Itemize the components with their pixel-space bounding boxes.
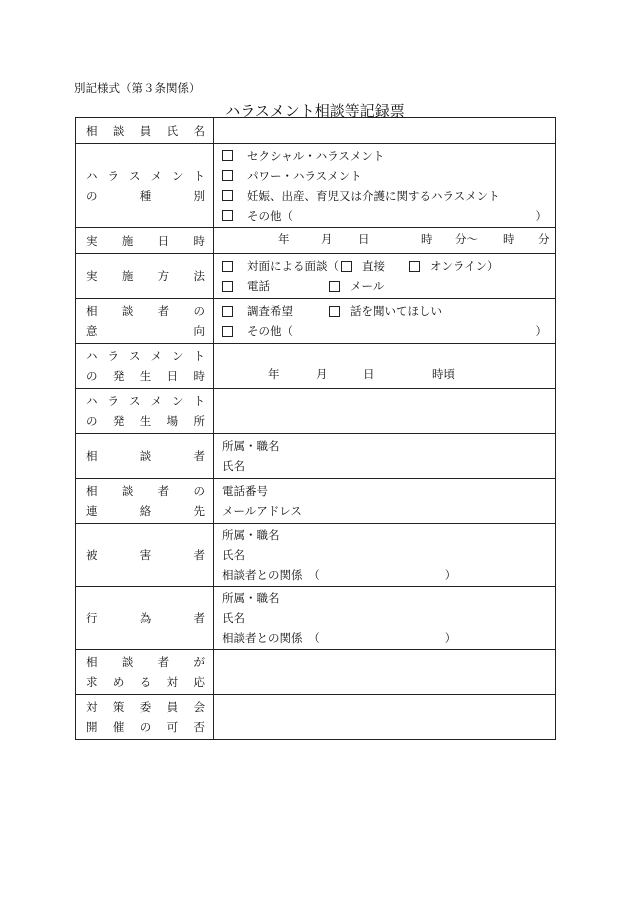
row-consulter (76, 434, 556, 479)
form-caption: 別記様式（第３条関係） (74, 81, 201, 95)
label-char: 為 (139, 611, 152, 625)
label-char: 相 (86, 655, 98, 669)
form-title: ハラスメント相談等記録票 (225, 102, 405, 120)
label-intent (76, 299, 214, 344)
label-line (86, 166, 205, 186)
row-harassment-type (76, 144, 556, 228)
label-char: 方 (157, 269, 170, 283)
label-char: 実 (86, 233, 98, 248)
consulter-name: 氏名 (222, 459, 245, 473)
label-char: 相 (86, 449, 98, 463)
label-line (86, 608, 205, 628)
label-consulter (76, 434, 214, 479)
label-char: 行 (86, 611, 98, 625)
label-char: 連 (86, 504, 98, 518)
label-char: ハ (86, 394, 98, 408)
label-method (76, 254, 214, 299)
row-committee (76, 695, 556, 740)
label-char: 生 (139, 369, 152, 383)
option-listen: 話を聞いてほしい (350, 304, 442, 318)
label-char: ハ (86, 349, 98, 363)
field-method (214, 254, 556, 299)
field-consulter[interactable] (214, 434, 556, 479)
field-intent (214, 299, 556, 344)
label-char: 発 (112, 414, 125, 428)
field-actor[interactable] (214, 587, 556, 650)
label-datetime (76, 228, 214, 254)
label-occur-date (76, 344, 214, 389)
label-line (86, 391, 205, 411)
label-char: ト (193, 349, 205, 363)
label-char: 時 (193, 369, 205, 383)
label-char: 開 (86, 720, 98, 734)
label-line (86, 652, 205, 672)
checkbox-direct[interactable] (341, 261, 352, 272)
label-char: ト (193, 168, 205, 183)
consultation-record-table (75, 117, 556, 740)
label-line (86, 481, 205, 501)
actor-affiliation: 所属・職名 (222, 591, 280, 605)
dt-minute-end: 分 (538, 231, 550, 246)
label-char: メ (150, 394, 162, 408)
label-char: 生 (139, 414, 152, 428)
label-char: ン (172, 349, 184, 363)
row-actor (76, 587, 556, 650)
label-char: 実 (86, 269, 98, 283)
label-line (86, 446, 205, 466)
label-char: 求 (86, 675, 98, 689)
od-time: 時頃 (432, 367, 455, 381)
row-method (76, 254, 556, 299)
option-maternity: 妊娠、出産、育児又は介護に関するハラスメント (247, 188, 500, 203)
label-char: 別 (193, 188, 205, 203)
label-char: ハ (86, 168, 98, 183)
label-line (86, 346, 205, 366)
field-consultant-name[interactable] (214, 118, 556, 144)
option-mail: メール (350, 279, 385, 293)
dt-year: 年 (278, 231, 290, 246)
label-char: 会 (193, 700, 205, 714)
option-survey: 調査希望 (247, 304, 293, 318)
row-occur-date (76, 344, 556, 389)
label-char: 場 (166, 414, 179, 428)
label-char: ス (129, 349, 141, 363)
label-char: の (86, 369, 98, 383)
option-intent-other: その他（ (247, 324, 293, 338)
label-occur-place (76, 389, 214, 434)
label-line (86, 231, 205, 251)
label-char: 可 (166, 720, 179, 734)
label-request (76, 650, 214, 695)
label-line (86, 672, 205, 692)
option-sexual: セクシャル・ハラスメント (247, 148, 385, 163)
checkbox-online[interactable] (409, 261, 420, 272)
field-harassment-type (214, 144, 556, 228)
checkbox-power[interactable] (222, 170, 233, 181)
label-char: メ (150, 168, 162, 183)
label-char: 者 (193, 449, 205, 463)
label-char: 策 (112, 700, 125, 714)
label-char: 者 (193, 611, 205, 625)
row-datetime (76, 228, 556, 254)
type-other-close: ） (535, 208, 547, 223)
label-char: の (193, 304, 205, 318)
field-committee[interactable] (214, 695, 556, 740)
field-occur-place[interactable] (214, 389, 556, 434)
label-line (86, 717, 205, 737)
dt-minute: 分～ (455, 231, 478, 246)
label-char: 対 (86, 700, 98, 714)
label-char: ス (129, 394, 141, 408)
dt-hour: 時 (421, 231, 433, 246)
checkbox-maternity[interactable] (222, 190, 233, 201)
label-char: の (86, 414, 98, 428)
label-char: 日 (157, 233, 170, 248)
field-request[interactable] (214, 650, 556, 695)
actor-relation-close: ） (444, 631, 457, 645)
option-type-other: その他（ (247, 208, 293, 223)
label-line (86, 366, 205, 386)
dt-hour-end: 時 (503, 231, 515, 246)
label-char: の (86, 188, 98, 203)
label-char: 日 (166, 369, 179, 383)
dt-month: 月 (321, 231, 333, 246)
field-datetime[interactable] (214, 228, 556, 254)
checkbox-sexual[interactable] (222, 150, 233, 161)
label-char: 談 (121, 304, 134, 318)
label-victim (76, 524, 214, 587)
actor-name: 氏名 (222, 611, 245, 625)
row-intent (76, 299, 556, 344)
label-char: ト (193, 394, 205, 408)
label-char: ラ (107, 349, 119, 363)
od-day: 日 (363, 367, 375, 381)
intent-other-close: ） (535, 324, 547, 338)
label-char: 絡 (139, 504, 152, 518)
label-char: 施 (121, 233, 134, 248)
label-contact (76, 479, 214, 524)
consulter-affiliation: 所属・職名 (222, 439, 280, 453)
label-char: メ (150, 349, 162, 363)
checkbox-mail[interactable] (329, 281, 340, 292)
row-contact (76, 479, 556, 524)
field-contact[interactable] (214, 479, 556, 524)
label-char: 委 (139, 700, 152, 714)
label-char: 談 (121, 655, 134, 669)
checkbox-listen[interactable] (329, 306, 340, 317)
label-line (86, 411, 205, 431)
label-line (86, 186, 205, 206)
label-consultant-name (76, 118, 214, 144)
row-victim (76, 524, 556, 587)
label-char: 意 (86, 324, 98, 338)
label-line (86, 545, 205, 565)
label-char: 所 (193, 414, 205, 428)
option-power: パワー・ハラスメント (247, 168, 362, 183)
label-char: ラ (107, 394, 119, 408)
label-char: 被 (86, 548, 98, 562)
checkbox-phone[interactable] (222, 281, 233, 292)
label-line (86, 301, 205, 321)
row-consultant-name (76, 118, 556, 144)
label-char: 者 (157, 484, 170, 498)
label-char: 相 (86, 484, 98, 498)
label-char: 先 (193, 504, 205, 518)
label-line (86, 321, 205, 341)
label-char: 員 (139, 123, 152, 138)
label-char: 向 (193, 324, 205, 338)
label-char: 員 (166, 700, 179, 714)
label-char: 種 (139, 188, 152, 203)
label-char: ラ (107, 168, 119, 183)
victim-relation: 相談者との関係 （ (222, 568, 320, 582)
label-char: 施 (121, 269, 134, 283)
label-char: が (193, 655, 205, 669)
label-char: 催 (112, 720, 125, 734)
label-char: 談 (139, 449, 152, 463)
label-char: ン (172, 394, 184, 408)
checkbox-type-other[interactable] (222, 210, 233, 221)
victim-relation-close: ） (444, 568, 457, 582)
label-char: 発 (112, 369, 125, 383)
checkbox-face[interactable] (222, 261, 233, 272)
contact-email: メールアドレス (222, 504, 302, 518)
label-char: 否 (193, 720, 205, 734)
label-char: 対 (166, 675, 179, 689)
label-char: 氏 (166, 123, 179, 138)
label-char: 者 (157, 304, 170, 318)
option-phone: 電話 (247, 279, 270, 293)
checkbox-survey[interactable] (222, 306, 233, 317)
label-char: ン (172, 168, 184, 183)
checkbox-intent-other[interactable] (222, 326, 233, 337)
label-line (86, 121, 205, 141)
label-char: め (112, 675, 125, 689)
dt-day: 日 (358, 231, 370, 246)
label-char: 相 (86, 123, 98, 138)
victim-name: 氏名 (222, 548, 245, 562)
label-char: 談 (121, 484, 134, 498)
label-char: 時 (193, 233, 205, 248)
label-actor (76, 587, 214, 650)
od-month: 月 (316, 367, 328, 381)
field-victim[interactable] (214, 524, 556, 587)
row-occur-place (76, 389, 556, 434)
label-line (86, 501, 205, 521)
option-face: 対面による面談（ (247, 259, 339, 273)
label-line (86, 697, 205, 717)
label-char: ス (129, 168, 141, 183)
label-committee (76, 695, 214, 740)
label-char: る (139, 675, 152, 689)
label-char: 害 (139, 548, 152, 562)
label-char: 名 (193, 123, 205, 138)
label-harassment-type (76, 144, 214, 228)
contact-phone: 電話番号 (222, 484, 268, 498)
field-occur-date[interactable] (214, 344, 556, 389)
label-char: 応 (193, 675, 205, 689)
label-char: 談 (112, 123, 125, 138)
od-year: 年 (268, 367, 280, 381)
label-char: の (139, 720, 152, 734)
label-char: 者 (193, 548, 205, 562)
label-char: 法 (193, 269, 205, 283)
label-char: 相 (86, 304, 98, 318)
row-request (76, 650, 556, 695)
label-line (86, 266, 205, 286)
actor-relation: 相談者との関係 （ (222, 631, 320, 645)
option-online: オンライン） (430, 259, 499, 273)
label-char: の (193, 484, 205, 498)
victim-affiliation: 所属・職名 (222, 528, 280, 542)
label-char: 者 (157, 655, 170, 669)
option-direct: 直接 (362, 259, 385, 273)
